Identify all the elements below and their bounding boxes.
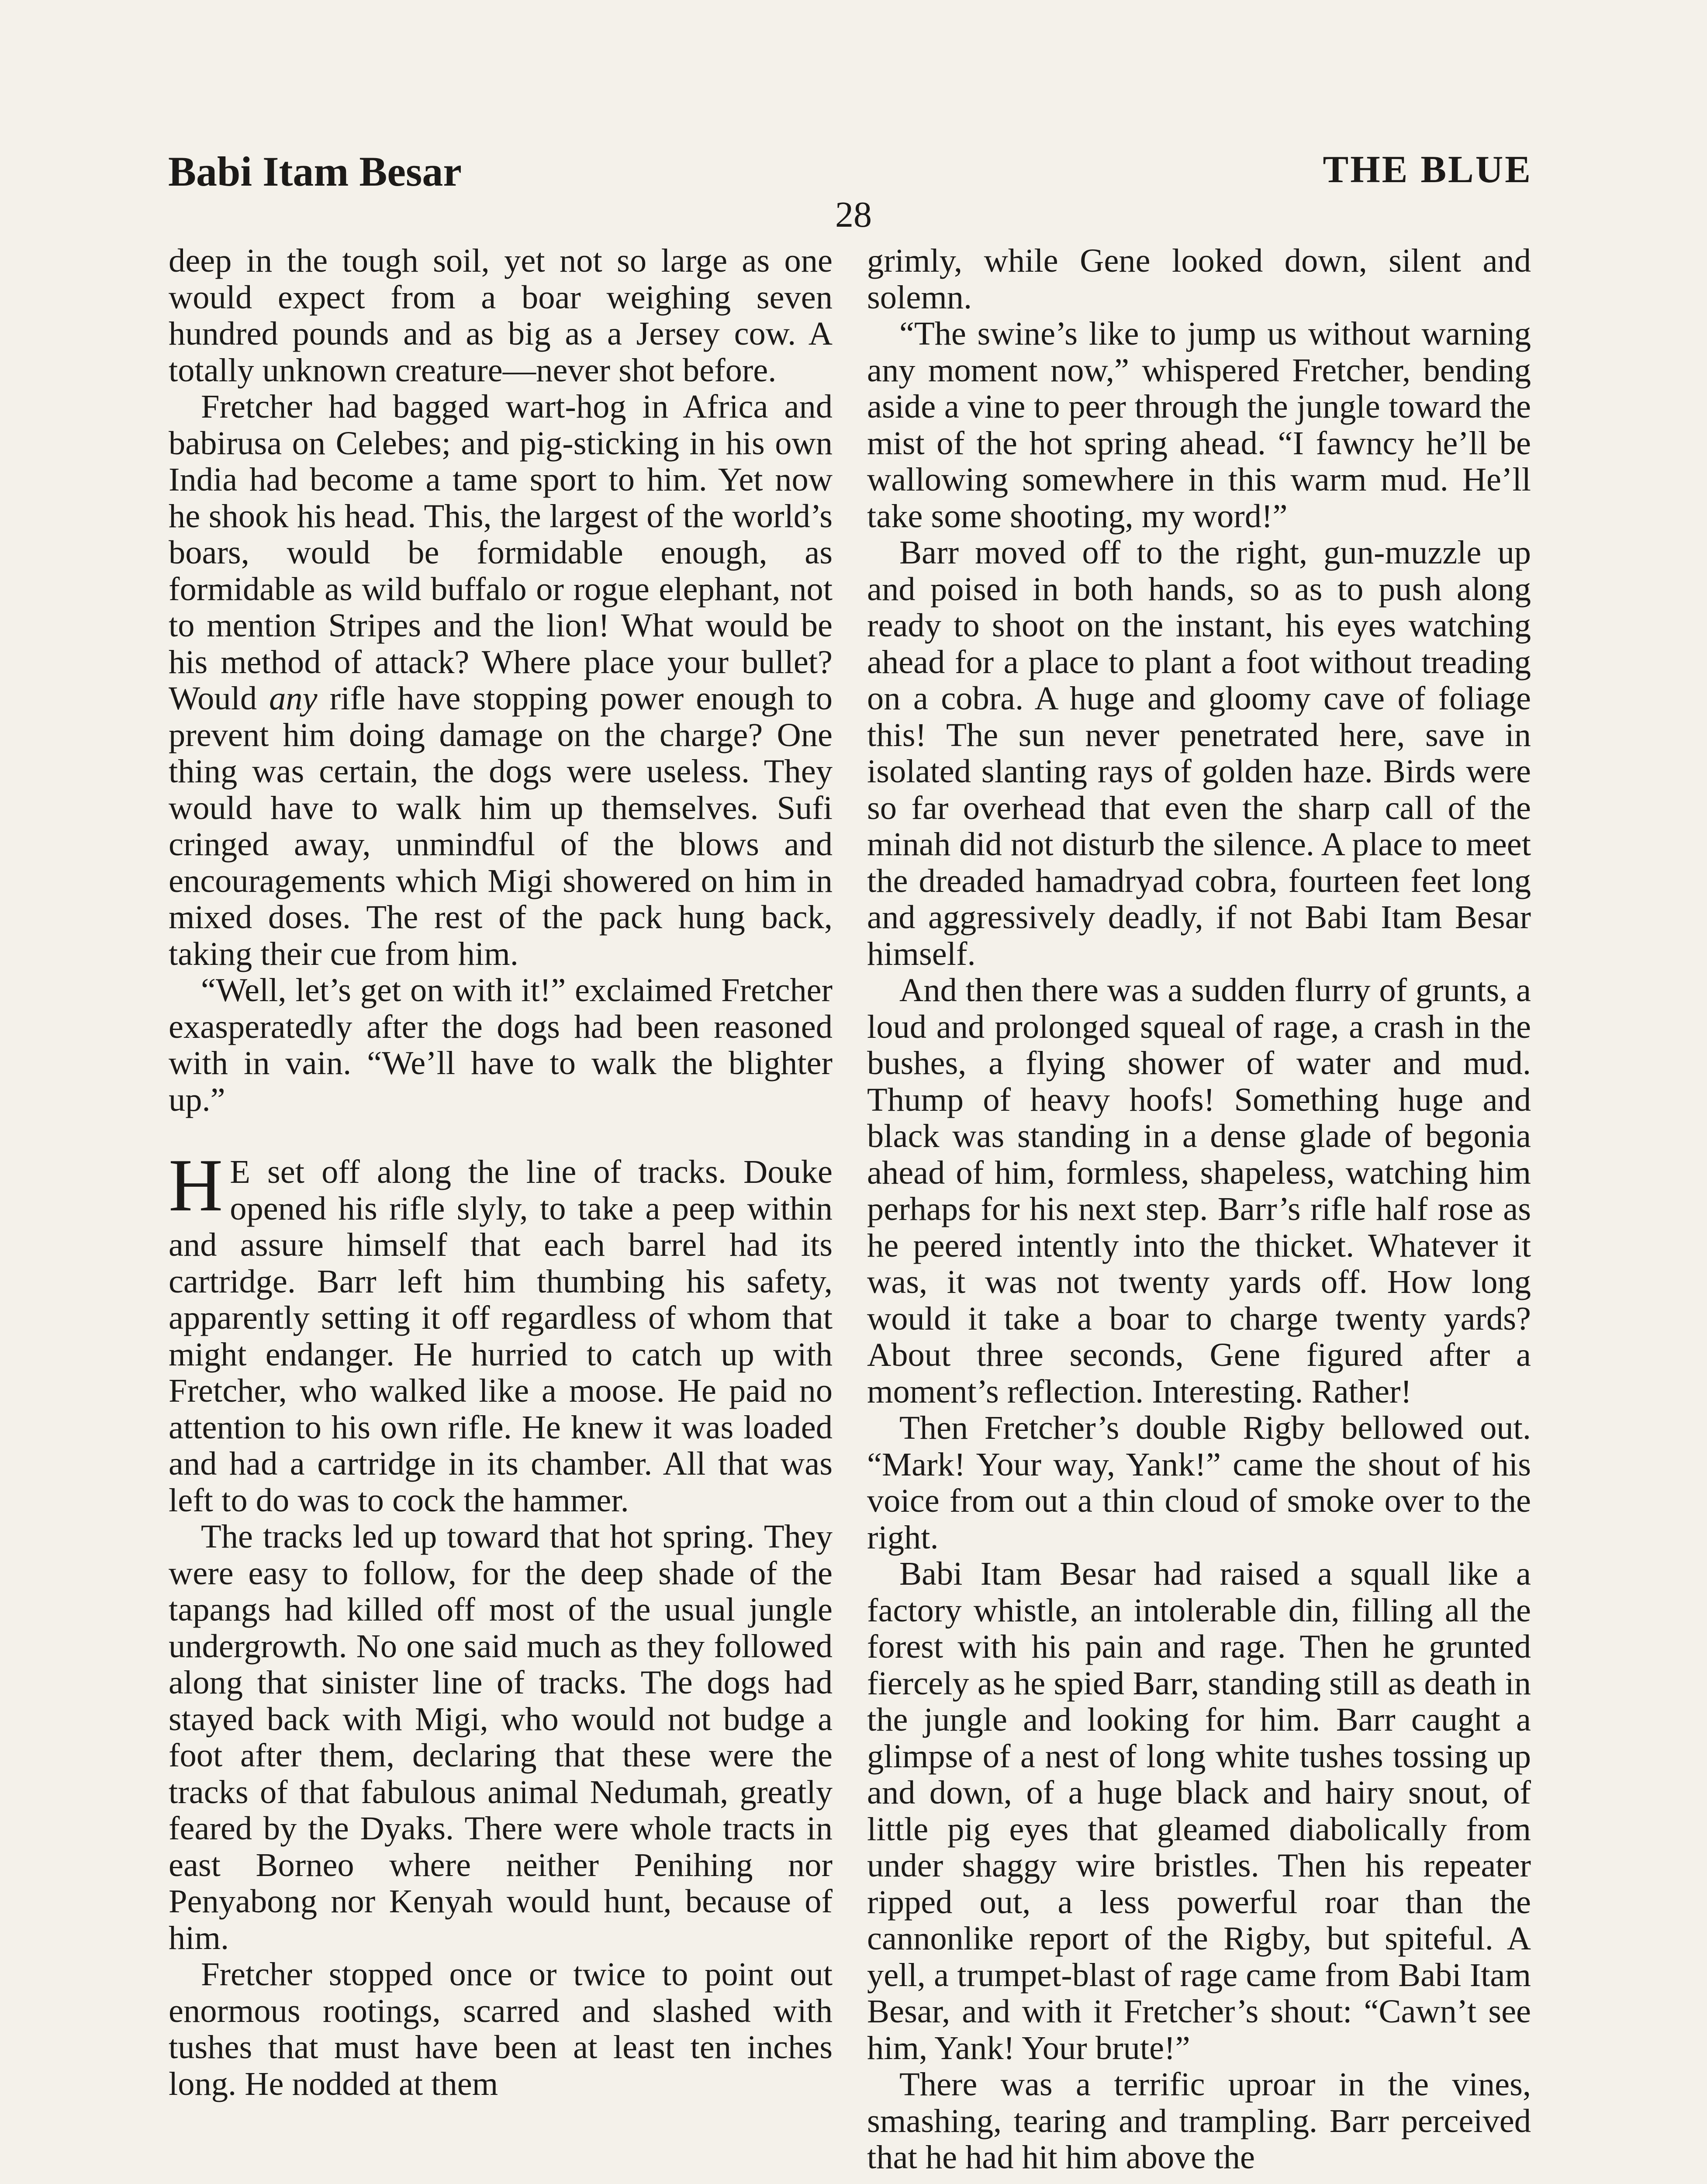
emphasis: any — [269, 680, 318, 717]
paragraph — [169, 388, 833, 972]
paragraph: The tracks led up toward that hot spring. They were easy to follow, for the deep shade of the tapangs had killed off most of the usual jungle undergrowth. No one said much as they followed along that sinister line of tracks. The dogs had stayed back with Migi, who would not budge a foot after them, declaring that these were the tracks of that fabulous animal Nedumah, greatly feared by the Dyaks. There were whole tracts in east Borneo where neither Penihing nor Penyabong nor Kenyah would hunt, because of him. — [169, 1518, 833, 1956]
paragraph: Babi Itam Besar had raised a squall like a factory whistle, an intolerable din, filling all the forest with his pain and rage. Then he grunted fiercely as he spied Barr, standing still as death in the jungle and looking for him. Barr caught a glimpse of a nest of long white tushes tossing up and down, of a huge black and hairy snout, of little pig eyes that gleamed diabolically from under shaggy wire bristles. Then his repeater ripped out, a less powerful roar than the cannonlike report of the Rigby, but spiteful. A yell, a trumpet-blast of rage came from Babi Itam Besar, and with it Fretcher’s shout: “Cawn’t see him, Yank! Your brute!” — [867, 1555, 1531, 2067]
paragraph-text: rifle have stopping power enough to prevent him doing damage on the charge? One thing was certain, the dogs were useless. They would have to walk him up themselves. Sufi cringed away, unmindful of the blows and encouragements which Migi showered on him in mixed doses. The rest of the pack hung back, taking their cue from him. — [169, 680, 833, 972]
paragraph-text: Fretcher had bagged wart-hog in Africa and babirusa on Celebes; and pig-sticking in his own India had become a tame sport to him. Yet now he shook his head. This, the largest of the world’s boars, would be formidable enough, as formidable as wild buffalo or rogue elephant, not to mention Stripes and the lion! What would be his method of attack? Where place your bullet? Would — [169, 388, 833, 717]
section-opening-paragraph — [169, 1144, 833, 1519]
running-title: Babi Itam Besar — [168, 148, 462, 195]
paragraph-text: E set off along the line of tracks. Douke opened his rifle slyly, to take a peep within and assure himself that each barrel had its cartridge. Barr left him thumbing his safety, apparently setting it off regardless of whom that might endanger. He hurried to catch up with Fretcher, who walked like a moose. He paid no attention to his own rifle. He knew it was loaded and had a cartridge in its chamber. All that was left to do was to cock the hammer. — [169, 1153, 833, 1519]
paragraph: Then Fretcher’s double Rigby bellowed out. “Mark! Your way, Yank!” came the shout of his voice from out a thin cloud of smoke over to the right. — [867, 1409, 1531, 1556]
drop-cap: H — [169, 1144, 223, 1227]
right-column — [867, 242, 1531, 2176]
paragraph: Barr moved off to the right, gun-muzzle up and poised in both hands, so as to push along ready to shoot on the instant, his eyes watching ahead for a place to plant a foot without treading on a cobra. A huge and gloomy cave of foliage this! The sun never penetrated here, save in isolated slanting rays of golden haze. Birds were so far overhead that even the sharp call of the minah did not disturb the silence. A place to meet the dreaded hamadryad cobra, fourteen feet long and aggressively deadly, if not Babi Itam Besar himself. — [867, 534, 1531, 972]
paragraph: Fretcher stopped once or twice to point out enormous rootings, scarred and slashed with tushes that must have been at least ten inches long. He nodded at them — [169, 1956, 833, 2102]
magazine-name: THE BLUE — [1323, 149, 1532, 191]
paragraph: “The swine’s like to jump us without warning any moment now,” whispered Fretcher, bending aside a vine to peer through the jungle toward the mist of the hot spring ahead. “I fawncy he’ll be wallowing somewhere in this warm mud. He’ll take some shooting, my word!” — [867, 315, 1531, 535]
paragraph: There was a terrific uproar in the vines, smashing, tearing and trampling. Barr perceived that he had hit him above the — [867, 2066, 1531, 2176]
page-number: 28 — [835, 194, 872, 235]
paragraph: “Well, let’s get on with it!” exclaimed Fretcher exasperatedly after the dogs had been reasoned with in vain. “We’ll have to walk the blighter up.” — [169, 971, 833, 1118]
paragraph: grimly, while Gene looked down, silent and solemn. — [867, 242, 1531, 316]
left-column — [169, 242, 833, 2102]
paragraph: And then there was a sudden flurry of grunts, a loud and prolonged squeal of rage, a crash in the bushes, a flying shower of water and mud. Thump of heavy hoofs! Something huge and black was standing in a dense glade of begonia ahead of him, formless, shapeless, watching him perhaps for his next step. Barr’s rifle half rose as he peered intently into the thicket. Whatever it was, it was not twenty yards off. How long would it take a boar to charge twenty yards? About three seconds, Gene figured after a moment’s reflection. Interesting. Rather! — [867, 971, 1531, 1410]
paragraph: deep in the tough soil, yet not so large as one would expect from a boar weighing seven hundred pounds and as big as a Jersey cow. A totally unknown creature—never shot before. — [169, 242, 833, 389]
